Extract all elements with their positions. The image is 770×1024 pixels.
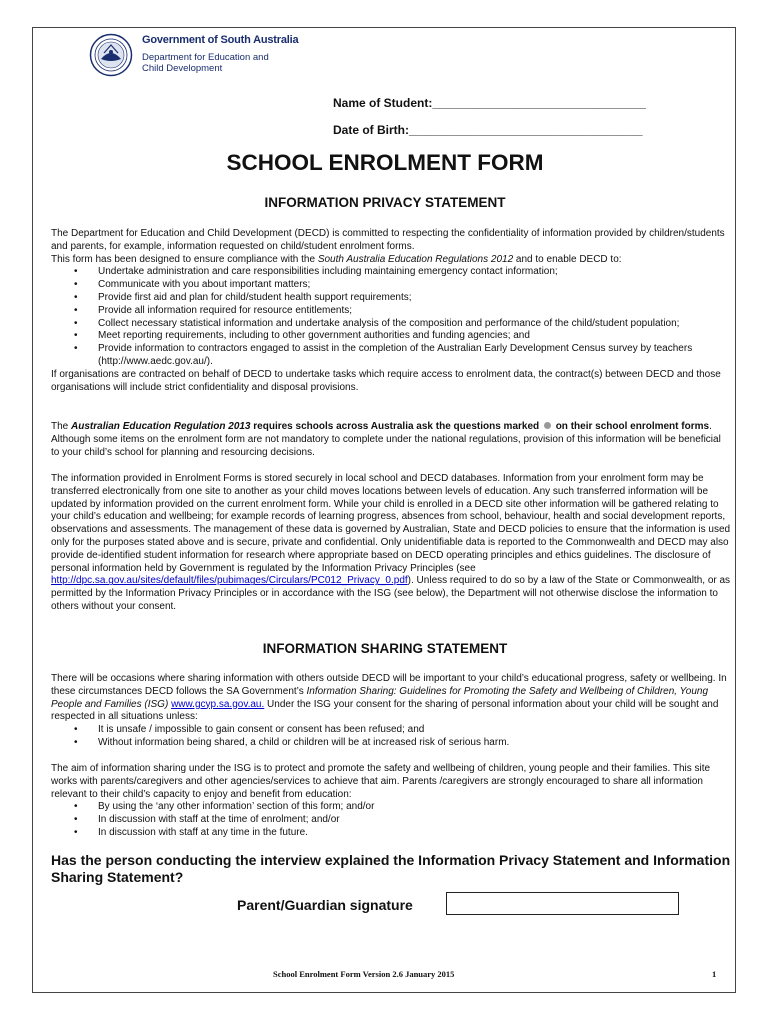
marker-dot-icon (544, 422, 551, 429)
storage-text-end: ). Unless required to do so by a law of the State or Commonwealth, or as permitted by the Information Privacy Principles or in accordance with the ISG (see below), the Department will not otherwise disclose the information to others without your consent. (51, 575, 731, 612)
department-name (142, 52, 269, 74)
name-of-student-field[interactable]: Name of Student:________________________________ (333, 96, 646, 110)
list-item: • Communicate with you about important matters; (51, 279, 731, 292)
sharing-aim-section (51, 763, 731, 840)
list-item: • Undertake administration and care responsibilities including maintaining emergency contact information; (51, 266, 731, 279)
sharing-section (51, 673, 731, 750)
list-item: • In discussion with staff at the time of enrolment; and/or (51, 814, 731, 827)
department-line-2: Child Development (142, 63, 223, 74)
department-line-1: Department for Education and (142, 52, 269, 63)
sharing-bullets-2 (51, 801, 731, 839)
signature-input[interactable] (446, 892, 679, 915)
gcyp-link[interactable]: www.gcyp.sa.gov.au. (171, 698, 265, 710)
reg-the: The (51, 421, 72, 432)
intro2-text: This form has been designed to ensure compliance with the (51, 253, 318, 265)
privacy-intro-2 (51, 254, 731, 267)
list-item: • Meet reporting requirements, including to other government authorities and funding agencies; and (51, 330, 731, 343)
government-crest-icon (89, 33, 133, 77)
storage-paragraph (51, 473, 731, 614)
list-item: • It is unsafe / impossible to gain consent or consent has been refused; and (51, 724, 731, 737)
isg-title: Information Sharing: Guidelines for Promoting the Safety and Wellbeing of Children, Young People and Families (ISG) (51, 685, 709, 710)
sharing-heading: INFORMATION SHARING STATEMENT (262, 641, 508, 656)
privacy-heading: INFORMATION PRIVACY STATEMENT (264, 195, 506, 210)
page-number: 1 (712, 969, 717, 979)
reg-bold-2: on their school enrolment forms (552, 421, 710, 432)
intro2-text-end: and to enable DECD to: (513, 253, 622, 265)
list-item: • Provide all information required for resource entitlements; (51, 305, 731, 318)
reg-bold-1: requires schools across Australia ask the questions marked (250, 421, 542, 432)
sharing-bullets (51, 724, 731, 750)
list-item: • By using the ‘any other information’ section of this form; and/or (51, 801, 731, 814)
interview-question: Has the person conducting the interview explained the Information Privacy Statement and Information Sharing Statement? (51, 852, 731, 885)
sharing-aim: The aim of information sharing under the ISG is to protect and promote the safety and wellbeing of children, young people and their families. This site works with parents/caregivers and other agencies/services to achieve that aim. Parents /caregivers are strongly encouraged to share all information relevant to their child’s capacity to enjoy and benefit from education: (51, 763, 711, 800)
list-item: • Provide first aid and plan for child/student health support requirements; (51, 292, 731, 305)
regulation-title: Australian Education Regulation 2013 (71, 421, 251, 432)
privacy-bullets (51, 266, 731, 368)
sharing-text-end: Under the ISG your consent for the sharing of personal information about your child will be sought and respected in all situations unless: (51, 698, 719, 723)
form-title: SCHOOL ENROLMENT FORM (226, 150, 544, 175)
storage-text: The information provided in Enrolment Forms is stored securely in local school and DECD databases. Information from your enrolment form may be transferred electronically from one site to another as your child moves locations between levels of education. Any such transferred information will be updated by information provided on the current enrolment form. While your child is enrolled in a DECD site other information will be gathered relating to your child’s education and wellbeing; for example records of learning progress, absences from school, behaviour, health and social development reports, observations and assessments. The management of these data is governed by Australian, State and DECD policies to ensure that the information is used only for the purposes stated above and is secure, private and confidential. Only unidentifiable data is reported to the Commonwealth and DECD may also provide de-identified student information for research where appropriate based on DECD operating principles and ethics guidelines. The disclosure of personal information held by Government is regulated by the Information Privacy Principles (see (51, 473, 731, 574)
privacy-principles-link[interactable]: http://dpc.sa.gov.au/sites/default/files/pubimages/Circulars/PC012_Privacy_0.pdf (51, 575, 408, 587)
list-item: • Collect necessary statistical information and undertake analysis of the composition and performance of the child/student population; (51, 318, 731, 331)
signature-label: Parent/Guardian signature (237, 897, 413, 913)
regulation-name: South Australia Education Regulations 2012 (317, 253, 514, 265)
list-item: • In discussion with staff at any time in the future. (51, 827, 731, 840)
privacy-outro: If organisations are contracted on behalf of DECD to undertake tasks which require access to enrolment data, the contract(s) between DECD and those organisations will include strict confidentiality and disposal provisions. (51, 368, 721, 393)
list-item: • Without information being shared, a child or children will be at increased risk of serious harm. (51, 737, 731, 750)
org-name: Government of South Australia (142, 34, 299, 46)
list-item: • Provide information to contractors engaged to assist in the completion of the Australian Early Development Census survey by teachers (http://www.aedc.gov.au/). (51, 343, 731, 369)
privacy-section (51, 228, 731, 394)
privacy-intro: The Department for Education and Child Development (DECD) is committed to respecting the confidentiality of information provided by children/students and parents, for example, information requested on child/student enrolment forms. (51, 228, 725, 252)
sharing-text: There will be occasions where sharing information with others outside DECD will be important to your child’s educational progress, safety or wellbeing. In these circumstances DECD follows the SA Government’s (51, 673, 727, 697)
reg-rest: . Although some items on the enrolment form are not mandatory to complete under the national regulations, provision of this information will be beneficial to your child’s school for planning and resourcing decisions. (51, 421, 721, 458)
regulation-paragraph (51, 421, 731, 459)
footer-version: School Enrolment Form Version 2.6 January 2015 (273, 969, 455, 979)
date-of-birth-field[interactable]: Date of Birth:___________________________________ (333, 123, 643, 137)
